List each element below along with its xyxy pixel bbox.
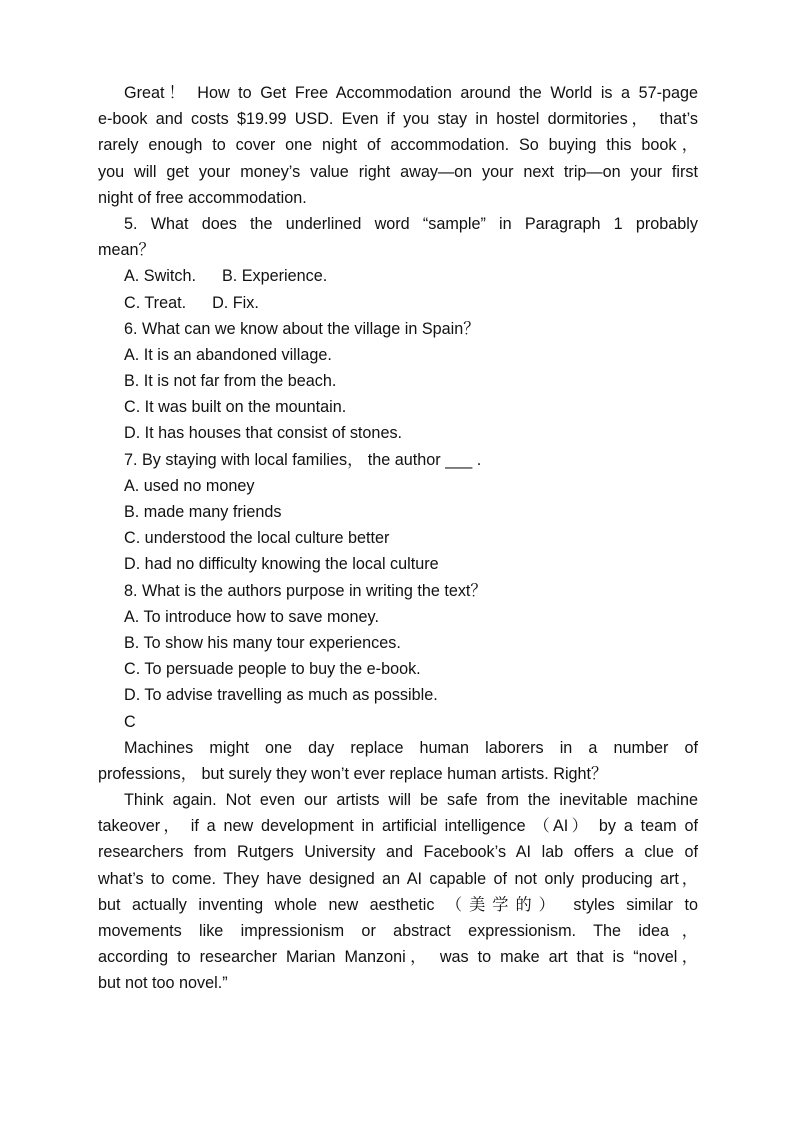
paragraph-line: movements like impressionism or abstract expressionism. The idea， [98, 922, 698, 940]
question-5-stem-cont: mean？ [98, 241, 155, 260]
paragraph-line: e-book and costs $19.99 USD. Even if you stay in hostel dormitories， that’s [98, 110, 698, 129]
paragraph-line: rarely enough to cover one night of accommodation. So buying this book， [98, 136, 698, 155]
option-b[interactable]: B. To show his many tour experiences. [124, 633, 401, 652]
paragraph-line: Think again. Not even our artists will be safe from the inevitable machine [124, 791, 698, 810]
question-5-options-row [98, 263, 698, 289]
paragraph-line: according to researcher Marian Manzoni， was to make art that is “novel， [98, 948, 698, 967]
paragraph-line: you will get your money’s value right away—on your next trip—on your first [98, 162, 698, 181]
question-7-stem: 7. By staying with local families， the author ___ . [124, 450, 482, 469]
question-6-stem: 6. What can we know about the village in Spain？ [124, 319, 480, 338]
option-c[interactable]: C. Treat. [124, 293, 187, 312]
paragraph-line: Machines might one day replace human laborers in a number of [124, 738, 698, 757]
option-c[interactable]: C. understood the local culture better [124, 529, 390, 548]
option-a[interactable]: A. used no money [124, 476, 255, 495]
option-a[interactable]: A. Switch. [124, 267, 196, 286]
document-page [98, 80, 698, 997]
option-b[interactable]: B. Experience. [221, 267, 328, 286]
option-d[interactable]: D. To advise travelling as much as possible. [124, 686, 438, 705]
paragraph-line: what’s to come. They have designed an AI capable of not only producing art， [98, 869, 698, 888]
paragraph-line: professions， but surely they won’t ever replace human artists. Right？ [98, 764, 608, 783]
option-d[interactable]: D. had no difficulty knowing the local culture [124, 555, 439, 574]
paragraph-line: takeover， if a new development in artificial intelligence （AI） by a team of [98, 817, 698, 836]
option-a[interactable]: A. It is an abandoned village. [124, 345, 332, 364]
paragraph-line: researchers from Rutgers University and Facebook’s AI lab offers a clue of [98, 843, 698, 862]
paragraph-line: but not too novel.” [98, 974, 228, 993]
paragraph-line: but actually inventing whole new aesthetic （美学的） styles similar to [98, 895, 698, 914]
option-b[interactable]: B. It is not far from the beach. [124, 372, 337, 391]
option-d[interactable]: D. It has houses that consist of stones. [124, 424, 403, 443]
paragraph-line: night of free accommodation. [98, 188, 307, 207]
question-5-options-row [98, 290, 698, 316]
option-c[interactable]: C. It was built on the mountain. [124, 398, 347, 417]
option-a[interactable]: A. To introduce how to save money. [124, 607, 379, 626]
question-8-stem: 8. What is the authors purpose in writing the text？ [124, 581, 487, 600]
option-c[interactable]: C. To persuade people to buy the e-book. [124, 660, 421, 679]
option-b[interactable]: B. made many friends [124, 503, 282, 521]
section-label: C [124, 712, 136, 731]
option-d[interactable]: D. Fix. [212, 293, 259, 312]
paragraph-line: Great！ How to Get Free Accommodation around the World is a 57-page [124, 84, 698, 102]
question-5-stem: 5. What does the underlined word “sample” in Paragraph 1 probably [124, 214, 698, 233]
